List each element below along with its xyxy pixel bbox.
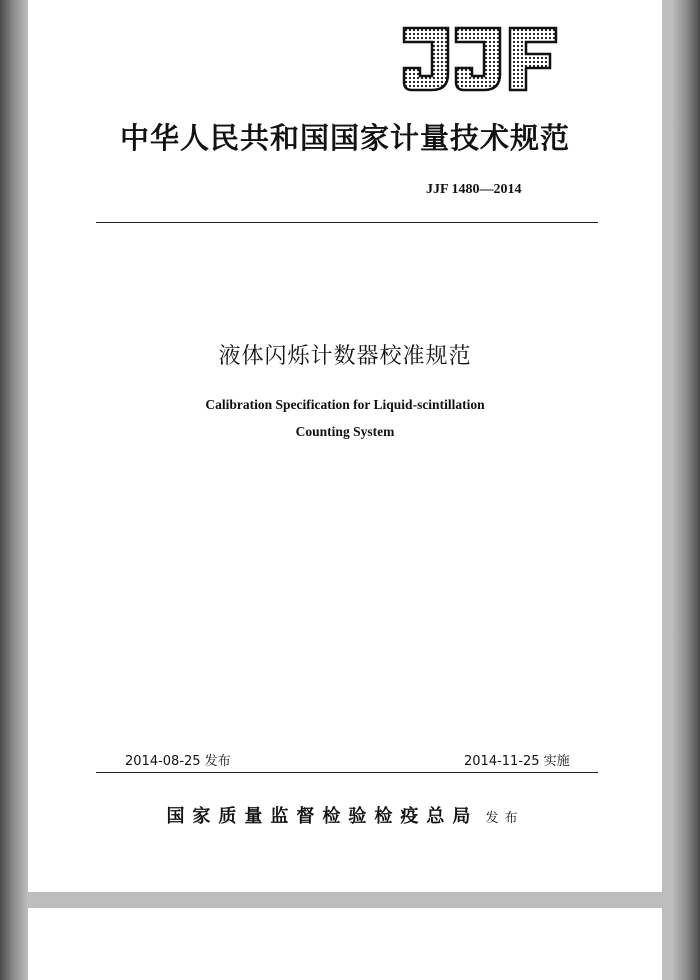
issue-date: 2014-08-25 发布 xyxy=(125,754,231,769)
bottom-divider xyxy=(96,772,598,773)
standard-number: JJF 1480—2014 xyxy=(426,182,522,197)
jjf-logo xyxy=(400,24,560,94)
implementation-date: 2014-11-25 实施 xyxy=(464,754,570,769)
standard-category-title: 中华人民共和国国家计量技术规范 xyxy=(119,121,570,155)
document-page xyxy=(28,0,662,892)
issuer-suffix: 发布 xyxy=(485,811,524,826)
issuer-name: 国家质量监督检验检疫总局 xyxy=(166,806,479,827)
top-divider xyxy=(96,222,598,223)
document-title-en-line1: Calibration Specification for Liquid-scintillation xyxy=(205,397,485,412)
document-title-cn: 液体闪烁计数器校准规范 xyxy=(218,344,472,369)
document-title-en-line2: Counting System xyxy=(295,424,395,439)
issuer-line xyxy=(28,802,662,828)
next-page xyxy=(28,908,662,980)
